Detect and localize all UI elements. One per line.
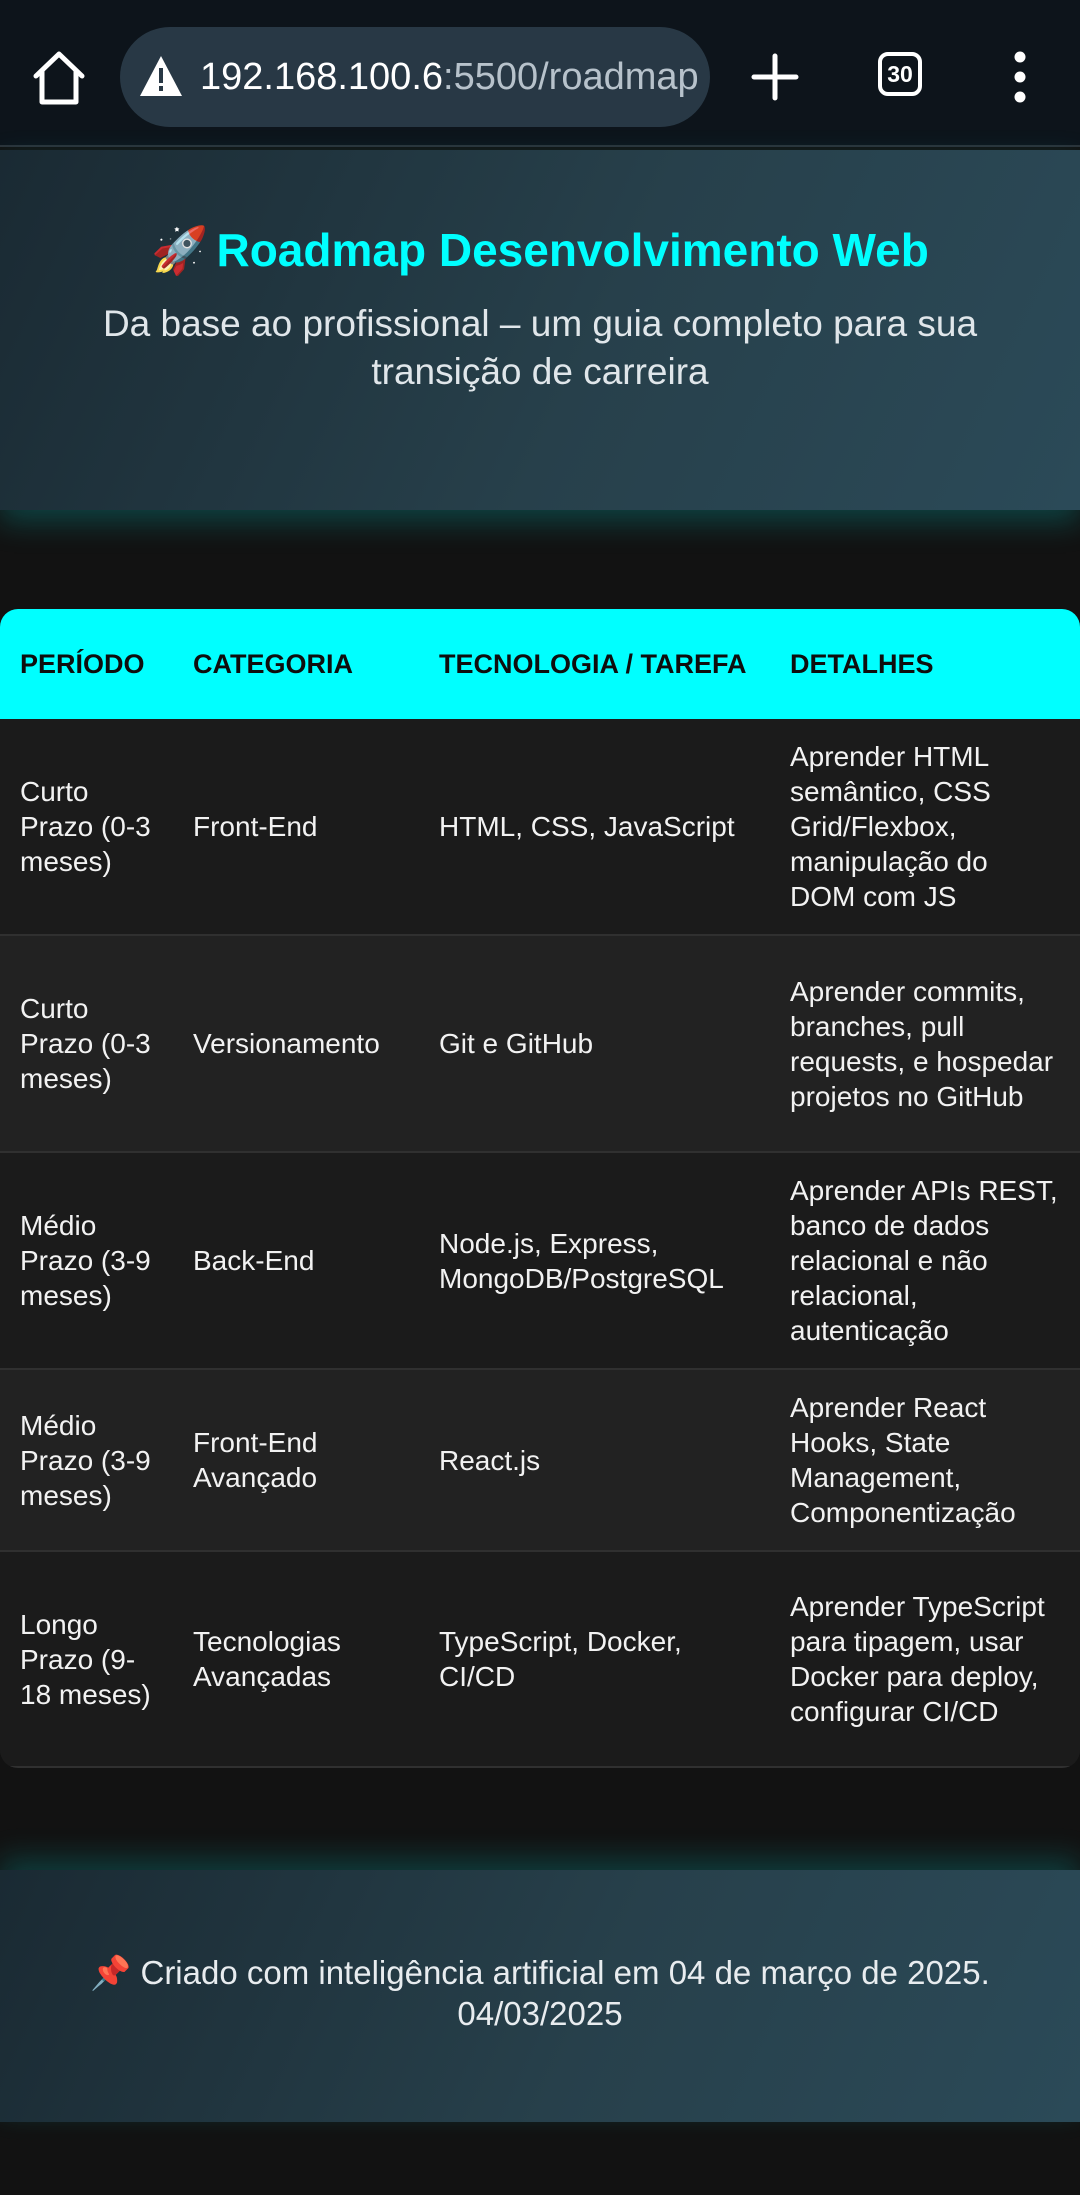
address-bar[interactable] xyxy=(120,27,710,127)
cell-detalhes: Aprender TypeScript para tipagem, usar Docker para deploy, configurar CI/CD xyxy=(790,1591,1045,1727)
cell-periodo: Longo Prazo (9-18 meses) xyxy=(20,1608,151,1710)
cell-tecnologia: React.js xyxy=(439,1444,541,1476)
footer-message: Criado com inteligência artificial em 04 de março de 2025. xyxy=(140,1954,990,1991)
cell-categoria: Back-End xyxy=(193,1245,315,1276)
page-title-text: Roadmap Desenvolvimento Web xyxy=(216,224,929,276)
footer-text xyxy=(40,1952,1040,2034)
cell-periodo: Curto Prazo (0-3 meses) xyxy=(20,776,151,877)
cell-categoria: Front-End xyxy=(193,811,318,842)
home-icon[interactable] xyxy=(24,40,94,116)
cell-categoria: Tecnologias Avançadas xyxy=(193,1626,341,1692)
url-path: :5500/roadmap xyxy=(443,56,699,98)
roadmap-table xyxy=(0,609,1080,1768)
page-subtitle: Da base ao profissional – um guia completo para sua transição de carreira xyxy=(102,303,978,392)
header-periodo: PERÍODO xyxy=(20,649,145,679)
header-tecnologia: TECNOLOGIA / TAREFA xyxy=(439,649,747,679)
new-tab-icon[interactable] xyxy=(740,42,810,112)
table-row xyxy=(0,719,1080,936)
more-menu-icon[interactable] xyxy=(990,42,1050,112)
cell-detalhes: Aprender commits, branches, pull requests, e hospedar projetos no GitHub xyxy=(790,975,1054,1112)
table-row xyxy=(0,1552,1080,1768)
table-row xyxy=(0,1153,1080,1370)
cell-tecnologia: TypeScript, Docker, CI/CD xyxy=(439,1626,682,1692)
cell-detalhes: Aprender React Hooks, State Management, Componentização xyxy=(790,1392,1016,1528)
cell-tecnologia: Git e GitHub xyxy=(439,1028,594,1059)
page-title xyxy=(0,222,1080,278)
url-host: 192.168.100.6 xyxy=(200,56,444,98)
tab-switcher-button[interactable] xyxy=(866,46,934,110)
table-header-row xyxy=(0,609,1080,719)
cell-tecnologia: HTML, CSS, JavaScript xyxy=(439,811,735,842)
cell-categoria: Versionamento xyxy=(193,1028,380,1059)
cell-detalhes: Aprender HTML semântico, CSS Grid/Flexbox, manipulação do DOM com JS xyxy=(790,741,991,912)
browser-toolbar xyxy=(0,0,1080,147)
cell-periodo: Médio Prazo (3-9 meses) xyxy=(20,1210,151,1311)
page-header xyxy=(0,150,1080,510)
pin-icon: 📌 xyxy=(90,1954,132,1991)
cell-detalhes: Aprender APIs REST, banco de dados relacional e não relacional, autenticação xyxy=(790,1175,1058,1346)
tab-count: 30 xyxy=(887,61,913,87)
footer-date: 04/03/2025 xyxy=(457,1995,623,2032)
header-detalhes: DETALHES xyxy=(790,649,934,679)
table-row xyxy=(0,1370,1080,1552)
url-text[interactable] xyxy=(200,51,700,103)
table-row xyxy=(0,936,1080,1153)
cell-periodo: Médio Prazo (3-9 meses) xyxy=(20,1409,151,1511)
header-categoria: CATEGORIA xyxy=(193,649,353,679)
rocket-icon: 🚀 xyxy=(151,224,209,276)
page-footer xyxy=(0,1870,1080,2122)
cell-tecnologia: Node.js, Express, MongoDB/PostgreSQL xyxy=(439,1227,724,1294)
cell-periodo: Curto Prazo (0-3 meses) xyxy=(20,993,151,1094)
cell-categoria: Front-End Avançado xyxy=(193,1427,318,1493)
